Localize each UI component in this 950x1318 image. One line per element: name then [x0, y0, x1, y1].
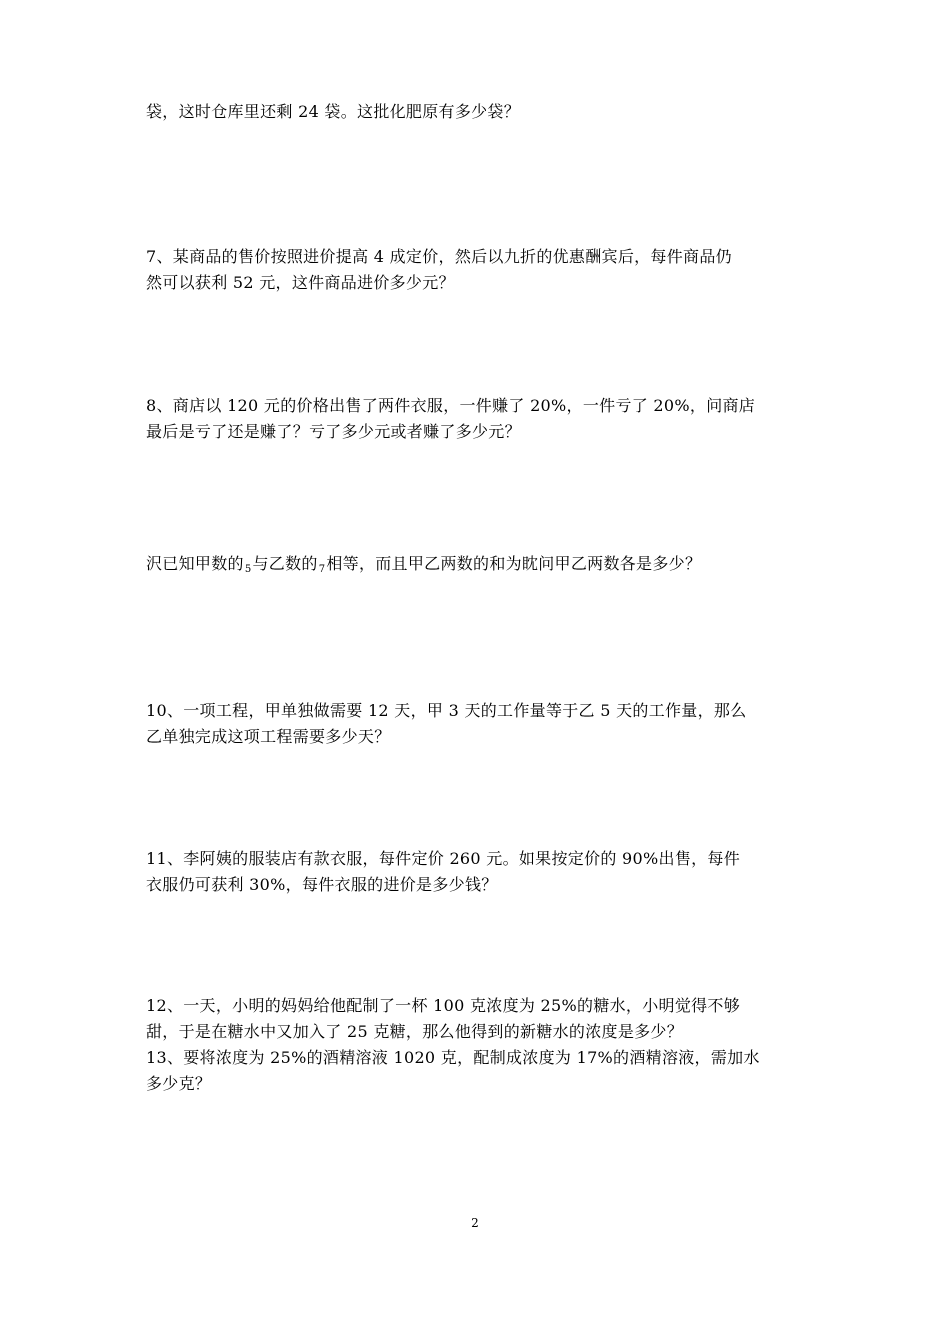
text-line: 8、商店以 120 元的价格出售了两件衣服，一件赚了 20%，一件亏了 20%，问商店 — [146, 396, 756, 415]
problem-7 — [146, 244, 811, 296]
text-line — [146, 551, 811, 580]
text-line: 甜，于是在糖水中又加入了 25 克糖，那么他得到的新糖水的浓度是多少？ — [146, 1022, 684, 1041]
text-line: 然可以获利 52 元，这件商品进价多少元？ — [146, 273, 455, 292]
problem-6-continuation — [146, 99, 811, 125]
fraction-fragment: 5 — [244, 564, 252, 575]
problem-12-13 — [146, 993, 811, 1097]
problem-10 — [146, 698, 811, 750]
text-line: 7、某商品的售价按照进价提高 4 成定价，然后以九折的优惠酬宾后，每件商品仍 — [146, 247, 732, 266]
problem-8 — [146, 393, 811, 445]
text-line: 11、李阿姨的服装店有款衣服，每件定价 260 元。如果按定价的 90%出售，每件 — [146, 849, 741, 868]
text-line: 最后是亏了还是赚了？亏了多少元或者赚了多少元？ — [146, 422, 521, 441]
text-segment: 与乙数的 — [252, 554, 318, 573]
fraction-fragment: 7 — [318, 564, 326, 575]
text-segment: 沢已知甲数的 — [146, 554, 244, 573]
text-line: 衣服仍可获利 30%，每件衣服的进价是多少钱？ — [146, 875, 498, 894]
text-line: 12、一天，小明的妈妈给他配制了一杯 100 克浓度为 25%的糖水，小明觉得不够 — [146, 996, 741, 1015]
problem-11 — [146, 846, 811, 898]
page-number: 2 — [471, 1216, 479, 1230]
text-line: 13、要将浓度为 25%的酒精溶液 1020 克，配制成浓度为 17%的酒精溶液，需加水 — [146, 1048, 760, 1067]
text-line: 多少克？ — [146, 1074, 212, 1093]
text-line: 10、一项工程，甲单独做需要 12 天，甲 3 天的工作量等于乙 5 天的工作量，那么 — [146, 701, 747, 720]
problem-9 — [146, 551, 811, 580]
text-line: 乙单独完成这项工程需要多少天？ — [146, 727, 391, 746]
text-segment: 相等，而且甲乙两数的和为眈问甲乙两数各是多少？ — [326, 554, 702, 573]
text-line: 袋，这时仓库里还剩 24 袋。这批化肥原有多少袋？ — [146, 102, 521, 121]
